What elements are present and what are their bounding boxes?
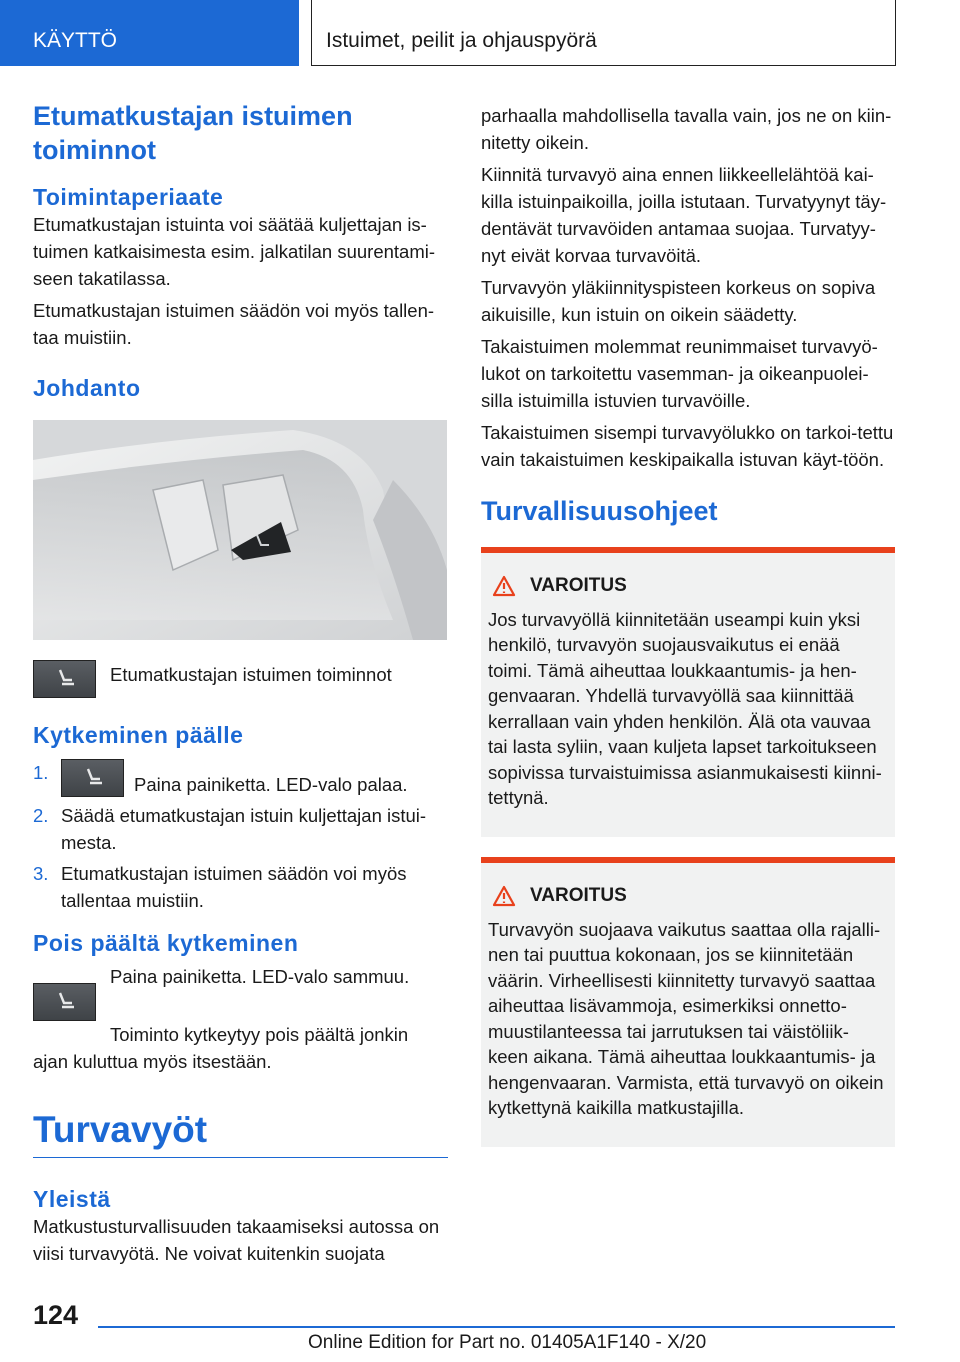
step-item bbox=[33, 860, 448, 914]
seat-symbol-icon bbox=[53, 667, 77, 691]
step-item bbox=[33, 759, 448, 798]
seat-symbol-icon bbox=[81, 766, 105, 790]
seat-button-icon bbox=[33, 983, 96, 1021]
switch-on-steps bbox=[33, 759, 448, 914]
principle-paragraph-1: Etumatkustajan istuinta voi säätää kuljettajan is-tuimen katkaisimesta esim. jalkatilan suurentami-seen takatilassa. bbox=[33, 213, 436, 289]
warning-triangle-icon bbox=[492, 575, 516, 597]
seat-button-icon bbox=[61, 759, 124, 797]
warning-text: Turvavyön suojaava vaikutus saattaa olla rajalli-nen tai puuttua kokonaan, jos se kiinnitetään väärin. Virheellisesti kiinnitetty turvavyö saattaa aiheuttaa lisävammoja, esimerkiksi onnetto-muustilanteessa tai jarrutuksen tai väistöliik-keen aikana. Tämä aiheuttaa loukkaantumis- ja hengenvaaran. Varmista, että turvavyö on oikein kytkettynä kaikilla matkustajilla. bbox=[488, 918, 884, 1119]
principle-heading: Toimintaperiaate bbox=[33, 183, 224, 210]
switch-off-paragraph-2-text: Toiminto kytkeytyy pois päältä jonkin ajan kuluttua myös itsestään. bbox=[33, 1023, 409, 1072]
step-item bbox=[33, 802, 448, 856]
belt-paragraph-4: Takaistuimen molemmat reunimmaiset turvavyö-lukot on tarkoitettu vasemman- ja oikeanpuolei-silla istuimilla istuvien turvavöille. bbox=[481, 336, 878, 411]
footer-rule bbox=[98, 1326, 895, 1328]
header-chapter-box bbox=[311, 0, 896, 66]
seat-button-icon bbox=[33, 660, 96, 698]
warning-title bbox=[488, 575, 887, 597]
safety-heading: Turvallisuusohjeet bbox=[481, 496, 718, 526]
warning-box bbox=[481, 547, 895, 837]
warning-text: Jos turvavyöllä kiinnitetään useampi kuin yksi henkilö, turvavyön suojausvaikutus ei enää toimi. Tämä aiheuttaa loukkaantumis- ja hen-genvaaran. Yhdellä turvavyöllä saa kiinnittää kerrallaan vain yhden henkilön. Älä ota vauvaa tai lasta syliin, vaan kuljeta lapset tarkoitukseen sopivissa turvaistuimissa asianmukaisesti kiinni-tettynä. bbox=[488, 608, 882, 809]
warning-box bbox=[481, 857, 895, 1147]
intro-heading: Johdanto bbox=[33, 374, 141, 401]
switch-off-row bbox=[33, 963, 448, 1021]
header-chapter-title: Istuimet, peilit ja ohjauspyörä bbox=[326, 29, 597, 52]
step-text: Paina painiketta. LED-valo palaa. bbox=[134, 773, 408, 795]
door-panel-illustration bbox=[33, 420, 447, 640]
footer-edition: Online Edition for Part no. 01405A1F140 - X/20 bbox=[308, 1332, 707, 1353]
principle-paragraph-2: Etumatkustajan istuimen säädön voi myös tallen-taa muistiin. bbox=[33, 299, 435, 348]
seat-button-photo bbox=[33, 420, 447, 640]
left-column bbox=[33, 100, 448, 1272]
belt-paragraph-2: Kiinnitä turvavyö aina ennen liikkeellelähtöä kai-killa istuinpaikoilla, joilla istutaan. Turvatyynyt täy-dentävät turvavöiden antamaa suojaa. Turvatyy-nyt eivät korvaa turvavöitä. bbox=[481, 164, 887, 266]
right-column bbox=[481, 102, 895, 1147]
switch-off-paragraph-1: Paina painiketta. LED-valo sammuu. bbox=[110, 965, 410, 987]
step-number: 1. bbox=[33, 761, 49, 783]
warning-label: VAROITUS bbox=[530, 574, 627, 596]
belt-paragraph-5: Takaistuimen sisempi turvavyölukko on tarkoi-tettu vain takaistuimen keskipaikalla istuvan käyt-töön. bbox=[481, 422, 894, 470]
switch-off-text-block bbox=[110, 963, 409, 1021]
header-section-label: KÄYTTÖ bbox=[33, 29, 118, 52]
general-heading: Yleistä bbox=[33, 1185, 111, 1212]
warning-triangle-icon bbox=[492, 885, 516, 907]
step-number: 2. bbox=[33, 804, 49, 826]
switch-on-heading: Kytkeminen päälle bbox=[33, 721, 244, 748]
general-paragraph: Matkustusturvallisuuden takaamiseksi autossa on viisi turvavyötä. Ne voivat kuitenkin suojata bbox=[33, 1215, 440, 1264]
belt-paragraph-3: Turvavyön yläkiinnityspisteen korkeus on sopiva aikuisille, kun istuin on oikein säädetty. bbox=[481, 277, 876, 325]
switch-off-heading: Pois päältä kytkeminen bbox=[33, 929, 299, 956]
header-section-tab bbox=[0, 0, 299, 66]
photo-caption: Etumatkustajan istuimen toiminnot bbox=[110, 663, 392, 685]
photo-caption-row bbox=[33, 660, 448, 698]
seat-symbol-icon bbox=[53, 990, 77, 1014]
seat-belts-heading: Turvavyöt bbox=[33, 1109, 448, 1158]
page-number: 124 bbox=[33, 1300, 79, 1330]
step-text: Etumatkustajan istuimen säädön voi myös tallentaa muistiin. bbox=[61, 862, 407, 911]
belt-paragraph-1: parhaalla mahdollisella tavalla vain, jos ne on kiin-nitetty oikein. bbox=[481, 105, 892, 153]
warning-label: VAROITUS bbox=[530, 884, 627, 906]
warning-title bbox=[488, 885, 887, 907]
section-heading: Etumatkustajan istuimen toiminnot bbox=[33, 101, 353, 165]
step-text: Säädä etumatkustajan istuin kuljettajan istui-mesta. bbox=[61, 804, 427, 853]
step-number: 3. bbox=[33, 862, 49, 884]
switch-off-paragraph-2 bbox=[33, 1021, 448, 1075]
